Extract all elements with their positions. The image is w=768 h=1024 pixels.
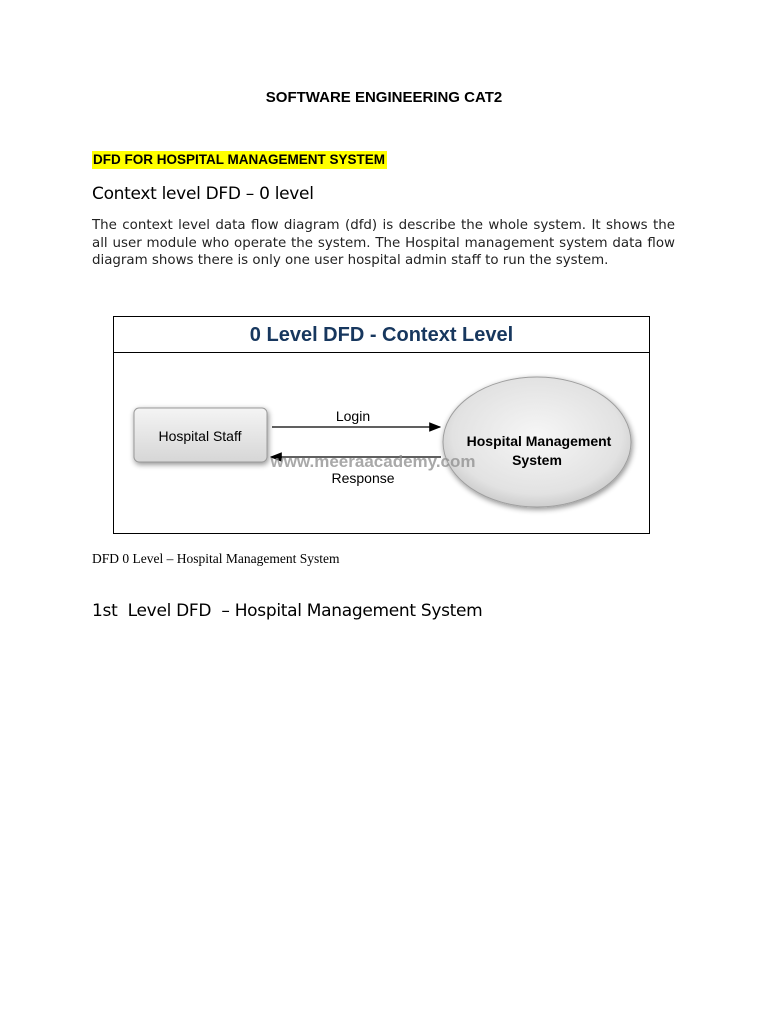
context-dfd-figure: [113, 316, 650, 534]
hospital-staff-label: Hospital Staff: [158, 428, 242, 444]
process-label-line1: Hospital Management: [466, 433, 612, 449]
context-paragraph: The context level data flow diagram (dfd) is describe the whole system. It shows the all user module who operate the system. The Hospital management system data flow diagram shows there is only one user hospital admin staff to run the system.: [92, 218, 675, 269]
context-dfd-diagram: [114, 353, 649, 533]
figure-title: 0 Level DFD - Context Level: [114, 317, 649, 353]
document-title: SOFTWARE ENGINEERING CAT2: [265, 89, 503, 106]
context-level-heading: Context level DFD – 0 level: [92, 184, 314, 204]
figure-caption: DFD 0 Level – Hospital Management System: [92, 551, 340, 566]
highlighted-heading: DFD FOR HOSPITAL MANAGEMENT SYSTEM: [93, 152, 386, 167]
watermark-text: www.meeraacademy.com: [270, 452, 476, 471]
level1-heading: 1st Level DFD – Hospital Management System: [92, 601, 483, 621]
process-label-line2: System: [512, 452, 562, 468]
response-flow-label: Response: [331, 470, 395, 486]
login-flow-label: Login: [335, 408, 371, 424]
